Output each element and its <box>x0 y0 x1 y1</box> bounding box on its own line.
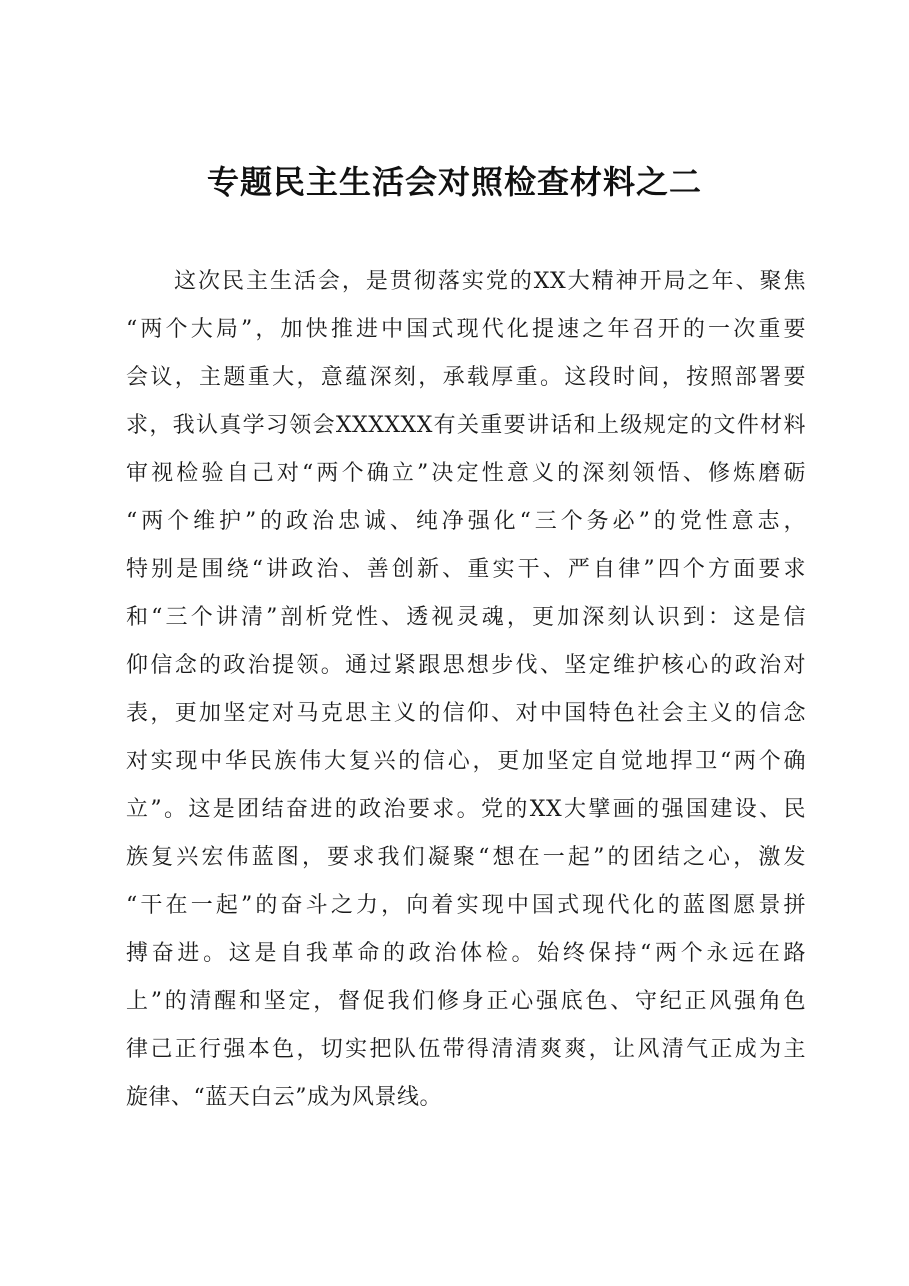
paragraph-line: 表，更加坚定对马克思主义的信仰、对中国特色社会主义的信念 <box>126 701 806 726</box>
paragraph-line: 搏奋进。这是自我革命的政治体检。始终保持“两个永远在路 <box>126 941 806 966</box>
paragraph-line: 仰信念的政治提领。通过紧跟思想步伐、坚定维护核心的政治对 <box>126 653 806 678</box>
paragraph-line: 和“三个讲清”剖析党性、透视灵魂，更加深刻认识到：这是信 <box>126 605 806 630</box>
document-title: 专题民主生活会对照检查材料之二 <box>206 163 702 201</box>
paragraph-line: 特别是围绕“讲政治、善创新、重实干、严自律”四个方面要求 <box>126 557 806 582</box>
paragraph-line: “两个维护”的政治忠诚、纯净强化“三个务必”的党性意志， <box>126 509 806 534</box>
paragraph-line: 立”。这是团结奋进的政治要求。党的XX大擘画的强国建设、民 <box>126 797 806 822</box>
paragraph-line: 律己正行强本色，切实把队伍带得清清爽爽，让风清气正成为主 <box>126 1037 806 1062</box>
paragraph-line: 对实现中华民族伟大复兴的信心，更加坚定自觉地捍卫“两个确 <box>126 749 806 774</box>
paragraph-line: 族复兴宏伟蓝图，要求我们凝聚“想在一起”的团结之心，激发 <box>126 845 806 870</box>
paragraph-line: 上”的清醒和坚定，督促我们修身正心强底色、守纪正风强角色 <box>126 989 806 1014</box>
paragraph-line: 审视检验自己对“两个确立”决定性意义的深刻领悟、修炼磨砺 <box>126 461 806 486</box>
paragraph-line: 这次民主生活会，是贯彻落实党的XX大精神开局之年、聚焦 <box>174 269 806 294</box>
paragraph-line: 求，我认真学习领会XXXXXX有关重要讲话和上级规定的文件材料 <box>126 413 806 438</box>
paragraph-line: 会议，主题重大，意蕴深刻，承载厚重。这段时间，按照部署要 <box>126 365 806 390</box>
paragraph-line: 旋律、“蓝天白云”成为风景线。 <box>126 1085 442 1110</box>
paragraph-line: “两个大局”，加快推进中国式现代化提速之年召开的一次重要 <box>126 317 806 342</box>
body-paragraph <box>126 258 806 1122</box>
paragraph-line: “干在一起”的奋斗之力，向着实现中国式现代化的蓝图愿景拼 <box>126 893 806 918</box>
